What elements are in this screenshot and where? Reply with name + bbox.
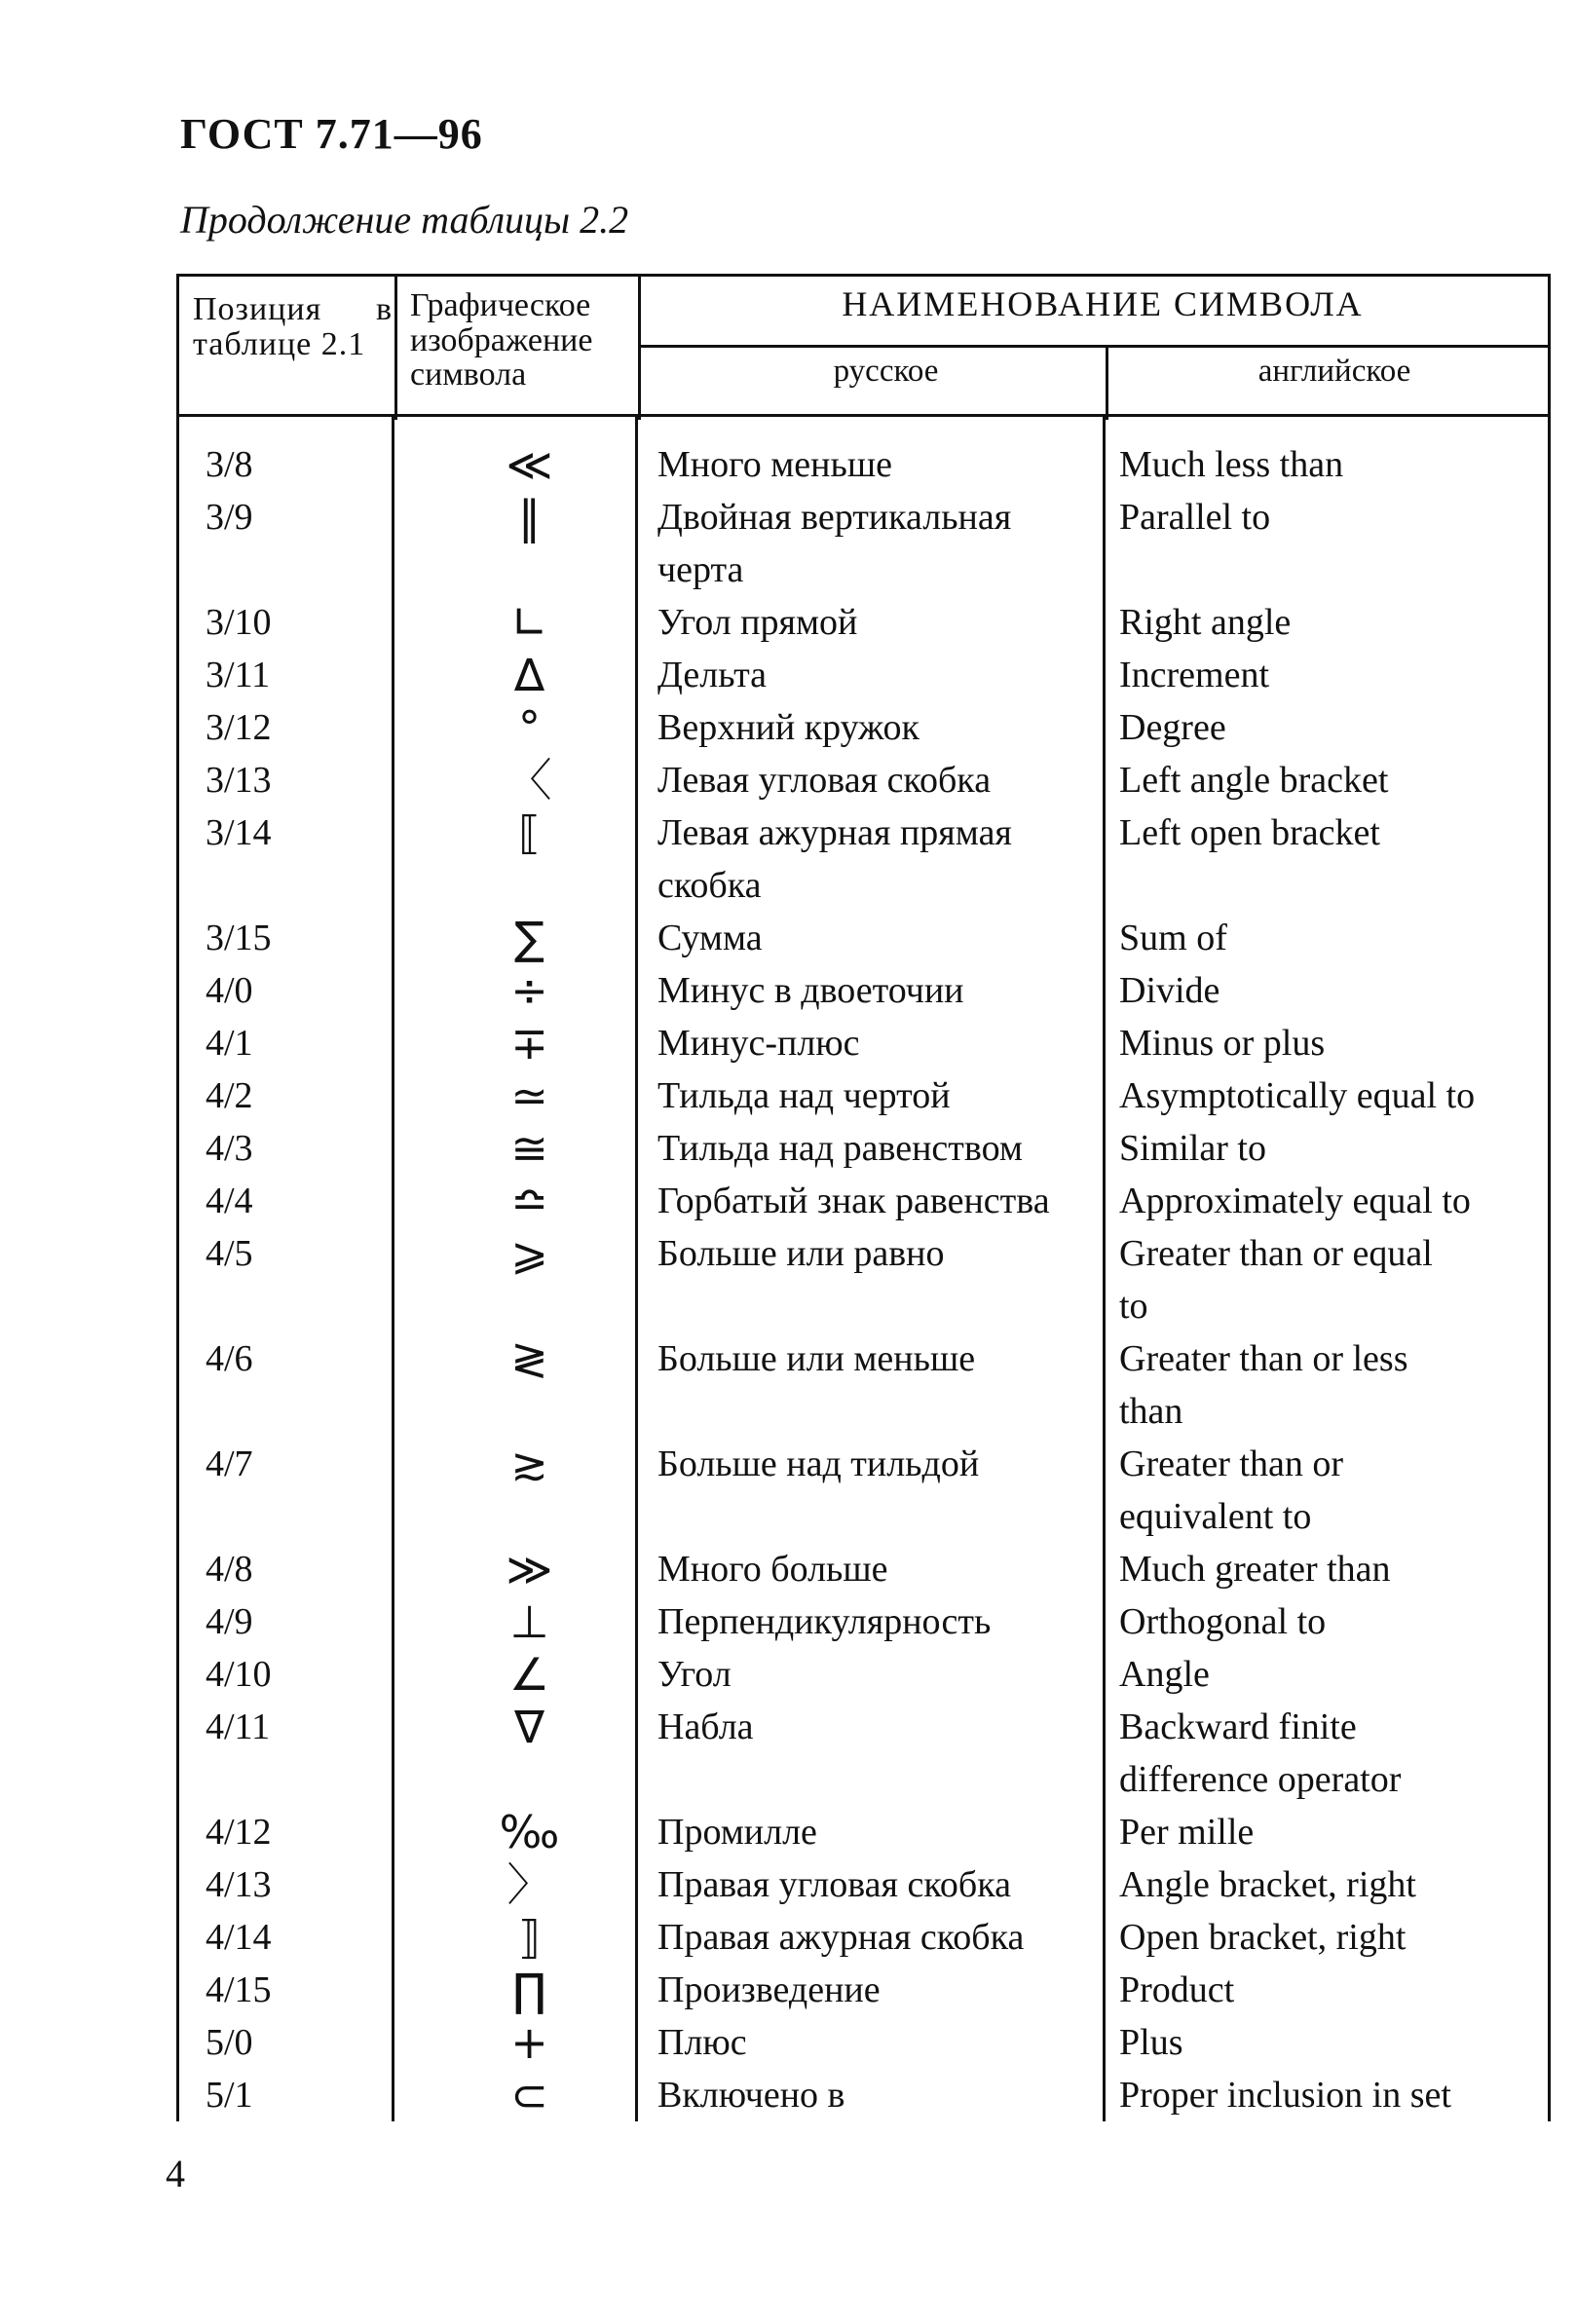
row-english-name xyxy=(1119,1806,1540,1858)
table-row xyxy=(176,1806,1551,1858)
row-english-name xyxy=(1119,596,1540,649)
row-position: 4/4 xyxy=(206,1181,253,1221)
row-russian-line: Тильда над равенством xyxy=(657,1128,1023,1169)
row-symbol: ⩾ xyxy=(510,1227,548,1280)
row-symbol: ∏ xyxy=(512,1964,546,2016)
header-english: английское xyxy=(1257,354,1411,389)
row-english-line: Greater than or less xyxy=(1119,1338,1408,1379)
row-english-line: Similar to xyxy=(1119,1128,1266,1169)
table-row xyxy=(176,1122,1551,1175)
table-row xyxy=(176,438,1551,491)
row-position: 3/12 xyxy=(206,707,272,748)
row-english-name xyxy=(1119,701,1540,754)
row-english-name xyxy=(1119,964,1540,1017)
table-header xyxy=(176,274,1551,417)
row-symbol: ∠ xyxy=(508,1648,550,1701)
row-position: 4/9 xyxy=(206,1601,253,1642)
row-english-line: Parallel to xyxy=(1119,497,1271,538)
row-symbol: ⟧ xyxy=(518,1911,541,1964)
row-english-name xyxy=(1119,1438,1540,1543)
row-english-line: Asymptotically equal to xyxy=(1119,1075,1476,1116)
row-english-name xyxy=(1119,1069,1540,1122)
row-position: 4/12 xyxy=(206,1812,272,1853)
row-russian-line: Промилле xyxy=(657,1812,817,1853)
row-position: 3/15 xyxy=(206,918,272,958)
row-position: 4/11 xyxy=(206,1706,271,1747)
row-russian-name xyxy=(657,649,1115,701)
row-russian-name xyxy=(657,2069,1115,2121)
row-english-line: Plus xyxy=(1119,2022,1183,2063)
row-english-line: Per mille xyxy=(1119,1812,1255,1853)
row-russian-line: Сумма xyxy=(657,918,763,958)
row-symbol: ‖ xyxy=(518,491,541,544)
row-russian-line: Дельта xyxy=(657,655,768,695)
table-row xyxy=(176,596,1551,649)
row-english-name xyxy=(1119,2069,1540,2121)
table-row xyxy=(176,649,1551,701)
row-position: 4/0 xyxy=(206,970,253,1011)
table-row xyxy=(176,1701,1551,1806)
row-position: 4/6 xyxy=(206,1338,253,1379)
row-position: 3/13 xyxy=(206,760,272,801)
row-position: 4/5 xyxy=(206,1233,253,1274)
row-russian-line: Перпендикулярность xyxy=(657,1601,992,1642)
row-symbol: ⟦ xyxy=(518,806,541,859)
table-row xyxy=(176,964,1551,1017)
row-russian-line: Много больше xyxy=(657,1549,888,1590)
row-english-name xyxy=(1119,1701,1540,1806)
row-symbol: ≳ xyxy=(510,1438,548,1490)
row-russian-name xyxy=(657,1227,1115,1280)
row-symbol: ≃ xyxy=(510,1069,548,1122)
row-english-line: Sum of xyxy=(1119,918,1227,958)
header-graphic-line3: символа xyxy=(410,356,527,394)
row-russian-line: Тильда над чертой xyxy=(657,1075,951,1116)
row-english-name xyxy=(1119,491,1540,544)
symbol-table xyxy=(176,274,1551,2121)
row-russian-line: Минус в двоеточии xyxy=(657,970,964,1011)
row-english-name xyxy=(1119,1543,1540,1595)
row-english-name xyxy=(1119,806,1540,859)
row-english-line: Much greater than xyxy=(1119,1549,1391,1590)
row-russian-line: Горбатый знак равенства xyxy=(657,1181,1050,1221)
row-russian-name xyxy=(657,964,1115,1017)
row-russian-name xyxy=(657,1438,1115,1490)
row-russian-name xyxy=(657,1911,1115,1964)
header-position-prep: в xyxy=(375,291,393,327)
row-russian-line: Правая угловая скобка xyxy=(657,1864,1011,1905)
row-russian-name xyxy=(657,806,1115,912)
header-divider xyxy=(638,345,1551,348)
table-row xyxy=(176,2069,1551,2121)
row-symbol: ∆ xyxy=(514,649,544,701)
row-russian-name xyxy=(657,1017,1115,1069)
row-russian-line: Левая ажурная прямая xyxy=(657,812,1012,853)
row-russian-line: Больше или равно xyxy=(657,1233,945,1274)
row-russian-name xyxy=(657,1543,1115,1595)
row-english-name xyxy=(1119,912,1540,964)
row-russian-line: Верхний кружок xyxy=(657,707,919,748)
row-russian-name xyxy=(657,1122,1115,1175)
row-english-name xyxy=(1119,1648,1540,1701)
row-position: 4/1 xyxy=(206,1023,253,1064)
table-row xyxy=(176,1595,1551,1648)
row-english-name xyxy=(1119,754,1540,806)
page-number: 4 xyxy=(166,2152,185,2195)
header-graphic-line2: изображение xyxy=(410,321,593,358)
row-position: 3/11 xyxy=(206,655,271,695)
row-position: 4/8 xyxy=(206,1549,253,1590)
table-row xyxy=(176,701,1551,754)
table-row xyxy=(176,1227,1551,1332)
table-row xyxy=(176,806,1551,912)
row-english-line: Greater than or xyxy=(1119,1443,1343,1484)
header-divider xyxy=(638,277,641,420)
table-row xyxy=(176,2016,1551,2069)
row-symbol: ∇ xyxy=(514,1701,544,1753)
table-row xyxy=(176,1911,1551,1964)
table-row xyxy=(176,491,1551,596)
header-position-line2: таблице 2.1 xyxy=(193,325,366,362)
row-position: 3/9 xyxy=(206,497,253,538)
row-english-line: Left angle bracket xyxy=(1119,760,1389,801)
row-position: 5/0 xyxy=(206,2022,253,2063)
row-english-line: difference operator xyxy=(1119,1759,1402,1800)
row-russian-line: Угол прямой xyxy=(657,602,858,643)
header-graphic-line1: Графическое xyxy=(410,287,591,323)
row-russian-name xyxy=(657,912,1115,964)
row-position: 4/15 xyxy=(206,1969,272,2010)
header-russian: русское xyxy=(833,354,939,389)
header-symbol-name: НАИМЕНОВАНИЕ СИМВОЛА xyxy=(842,284,1364,323)
row-english-name xyxy=(1119,649,1540,701)
row-english-line: Greater than or equal xyxy=(1119,1233,1433,1274)
table-row xyxy=(176,912,1551,964)
row-english-line: to xyxy=(1119,1286,1148,1327)
row-russian-name xyxy=(657,1648,1115,1701)
row-english-name xyxy=(1119,1332,1540,1438)
row-symbol: ° xyxy=(518,701,541,754)
row-russian-name xyxy=(657,1175,1115,1227)
row-english-line: Open bracket, right xyxy=(1119,1917,1407,1958)
table-row xyxy=(176,1017,1551,1069)
row-russian-name xyxy=(657,2016,1115,2069)
row-russian-line: Плюс xyxy=(657,2022,747,2063)
row-russian-name xyxy=(657,1069,1115,1122)
row-russian-name xyxy=(657,1858,1115,1911)
row-russian-line: Включено в xyxy=(657,2075,845,2116)
row-symbol: + xyxy=(510,2016,548,2069)
row-english-name xyxy=(1119,1017,1540,1069)
row-position: 4/10 xyxy=(206,1654,272,1695)
row-russian-line: Больше или меньше xyxy=(657,1338,976,1379)
row-position: 3/10 xyxy=(206,602,272,643)
row-russian-line: Набла xyxy=(657,1706,754,1747)
table-row xyxy=(176,1543,1551,1595)
row-symbol: ∟ xyxy=(510,596,548,649)
row-russian-line: Произведение xyxy=(657,1969,881,2010)
row-english-line: Increment xyxy=(1119,655,1270,695)
row-russian-line: Больше над тильдой xyxy=(657,1443,980,1484)
row-english-line: Minus or plus xyxy=(1119,1023,1326,1064)
row-english-line: Product xyxy=(1119,1969,1235,2010)
row-symbol: ⊥ xyxy=(509,1595,549,1648)
table-row xyxy=(176,1069,1551,1122)
header-divider xyxy=(394,277,397,420)
row-english-name xyxy=(1119,1122,1540,1175)
row-english-name xyxy=(1119,1595,1540,1648)
row-english-line: Angle xyxy=(1119,1654,1210,1695)
row-russian-name xyxy=(657,596,1115,649)
document-header: ГОСТ 7.71—96 xyxy=(180,110,483,158)
row-position: 4/13 xyxy=(206,1864,272,1905)
row-english-line: than xyxy=(1119,1391,1183,1432)
row-english-line: Proper inclusion in set xyxy=(1119,2075,1451,2116)
table-caption: Продолжение таблицы 2.2 xyxy=(180,198,629,242)
row-symbol: ≅ xyxy=(510,1122,548,1175)
table-row xyxy=(176,1648,1551,1701)
row-symbol: ⊂ xyxy=(510,2069,548,2121)
row-russian-name xyxy=(657,1595,1115,1648)
row-russian-line: черта xyxy=(657,549,744,590)
row-russian-name xyxy=(657,754,1115,806)
row-english-name xyxy=(1119,1227,1540,1332)
row-position: 5/1 xyxy=(206,2075,253,2116)
row-english-line: Divide xyxy=(1119,970,1220,1011)
row-english-name xyxy=(1119,1964,1540,2016)
header-position-word: Позиция xyxy=(193,291,322,327)
row-symbol: ≏ xyxy=(510,1175,548,1227)
header-position xyxy=(193,292,393,361)
row-russian-name xyxy=(657,1332,1115,1385)
row-english-name xyxy=(1119,1911,1540,1964)
row-russian-line: Правая ажурная скобка xyxy=(657,1917,1025,1958)
row-english-line: Left open bracket xyxy=(1119,812,1380,853)
table-row xyxy=(176,1438,1551,1543)
row-russian-line: Минус-плюс xyxy=(657,1023,860,1064)
row-russian-name xyxy=(657,701,1115,754)
row-english-line: equivalent to xyxy=(1119,1496,1312,1537)
row-position: 4/3 xyxy=(206,1128,253,1169)
row-symbol: ÷ xyxy=(510,964,548,1017)
row-english-name xyxy=(1119,1858,1540,1911)
row-symbol: ‰ xyxy=(499,1806,560,1858)
row-english-line: Approximately equal to xyxy=(1119,1181,1471,1221)
row-symbol: ≫ xyxy=(506,1543,553,1595)
row-position: 4/14 xyxy=(206,1917,272,1958)
row-english-line: Orthogonal to xyxy=(1119,1601,1327,1642)
table-row xyxy=(176,1964,1551,2016)
row-english-line: Much less than xyxy=(1119,444,1344,485)
table-row xyxy=(176,1858,1551,1911)
row-russian-line: скобка xyxy=(657,865,762,906)
row-english-line: Angle bracket, right xyxy=(1119,1864,1416,1905)
row-symbol: ∓ xyxy=(510,1017,548,1069)
row-russian-name xyxy=(657,491,1115,596)
row-russian-name xyxy=(657,1701,1115,1753)
row-russian-name xyxy=(657,438,1115,491)
header-graphic xyxy=(410,288,639,393)
table-row xyxy=(176,754,1551,806)
row-position: 4/2 xyxy=(206,1075,253,1116)
row-symbol: ≪ xyxy=(506,438,553,491)
row-position: 3/8 xyxy=(206,444,253,485)
table-row xyxy=(176,1175,1551,1227)
row-russian-name xyxy=(657,1806,1115,1858)
row-english-name xyxy=(1119,438,1540,491)
row-english-line: Backward finite xyxy=(1119,1706,1357,1747)
row-symbol: ≷ xyxy=(510,1332,548,1385)
table-row xyxy=(176,1332,1551,1438)
row-symbol: 〉 xyxy=(507,1858,552,1911)
row-symbol: ∑ xyxy=(514,912,544,964)
row-english-name xyxy=(1119,2016,1540,2069)
row-russian-line: Угол xyxy=(657,1654,732,1695)
row-russian-line: Левая угловая скобка xyxy=(657,760,992,801)
row-english-line: Right angle xyxy=(1119,602,1292,643)
header-divider xyxy=(1106,347,1108,420)
row-position: 3/14 xyxy=(206,812,272,853)
row-russian-line: Двойная вертикальная xyxy=(657,497,1012,538)
row-english-line: Degree xyxy=(1119,707,1226,748)
row-russian-name xyxy=(657,1964,1115,2016)
row-russian-line: Много меньше xyxy=(657,444,892,485)
row-position: 4/7 xyxy=(206,1443,253,1484)
row-symbol: 〈 xyxy=(507,754,552,806)
row-english-name xyxy=(1119,1175,1540,1227)
